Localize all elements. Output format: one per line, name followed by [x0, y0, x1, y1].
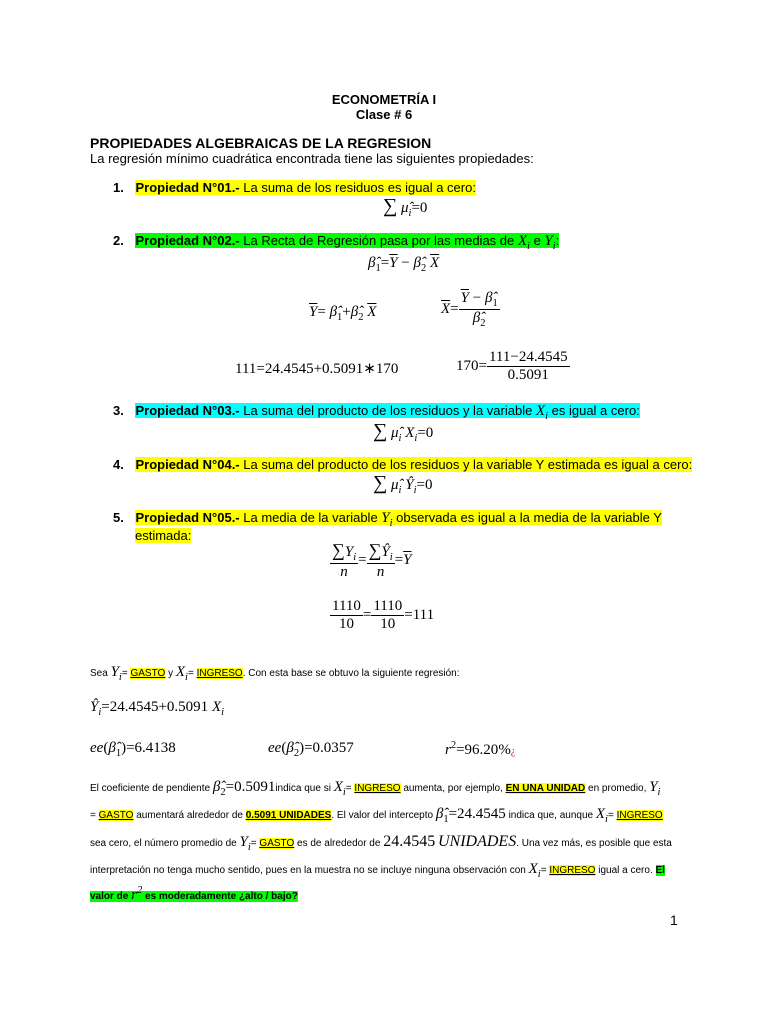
property-1: 1. Propiedad N°01.- La suma de los residuos es igual a cero:	[113, 180, 476, 195]
interpretation-line-5: valor de $r^2$ es moderadamente ¿alto / bajo?	[90, 885, 298, 903]
section-intro: La regresión mínimo cuadrática encontrada tiene las siguientes propiedades:	[90, 151, 534, 166]
property-2: 2. Propiedad N°02.- La Recta de Regresión pasa por las medias de $X_i$ e $Y_i$:	[113, 233, 560, 252]
equation-sum-residuals-yhat: ∑ $\mû_i$ $Ŷ_i=0$	[373, 472, 433, 496]
interpretation-line-4: interpretación no tenga mucho sentido, pues en la muestra no se incluye ninguna observación con $X_i=$ INGRESO igual a cero. El	[90, 861, 665, 880]
equation-ybar: $\overline{Y}=$ $\betâ_1+\betâ_2$ $\overline{X}$	[309, 304, 377, 323]
r-squared: $r^2=96.20\%¿$	[445, 740, 516, 758]
equation-sum-residuals: ∑ $\mû_i=0$	[383, 195, 428, 219]
regression-model: $Ŷ_i=24.4545+0.5091$ $X_i$	[90, 699, 225, 718]
interpretation-line-1: El coeficiente de pendiente $\betâ_2=0.5091indica$ que si $X_i=$ INGRESO aumenta, por ejemplo, EN UNA UNIDAD en promedio, $Y_i$	[90, 779, 661, 798]
document-title: ECONOMETRÍA I	[331, 92, 437, 107]
interpretation-line-2: = GASTO aumentará alrededor de 0.5091 UNIDADES. El valor del intercepto $\betâ_1=24.4545$ indica que, aunque $X_i=$ INGRESO	[90, 806, 663, 825]
equation-beta1: $\betâ_1=\overline{Y}$ − $\betâ_2$ $\overline{X}$	[368, 255, 440, 274]
standard-error-beta1: $ee(\betâ_1)=6.4138$	[90, 740, 176, 759]
page-number: 1	[670, 912, 678, 928]
equation-xbar: $\overline{X}=$ $\frac{\overline{Y} - \betâ_1}{\betâ_2}$	[441, 290, 498, 329]
standard-error-beta2: $ee(\betâ_2)=0.0357$	[268, 740, 354, 759]
equation-means: $\frac{\sum Y_i}{n}$ = $\frac{\sum Ŷ_i}{n}$ $=\overline{Y}$	[332, 540, 412, 580]
regression-intro: Sea $Y_i=$ GASTO y $X_i=$ INGRESO. Con esta base se obtuvo la siguiente regresión:	[90, 664, 460, 683]
section-heading: PROPIEDADES ALGEBRAICAS DE LA REGRESION	[90, 135, 432, 151]
interpretation-line-3: sea cero, el número promedio de $Y_i=$ GASTO es de alrededor de 24.4545 UNIDADES. Una vez más, es posible que esta	[90, 833, 672, 853]
property-5: 5. Propiedad N°05.- La media de la variable $Y_i$ observada es igual a la media de la variable Y	[113, 510, 662, 529]
class-number: Clase # 6	[355, 107, 413, 122]
property-5-line2: estimada:	[135, 528, 192, 543]
numeric-means: $\frac{1110}{10}$ = $\frac{1110}{10}$ =111	[332, 598, 435, 632]
numeric-check-b: 170= $\frac{111-24.4545}{0.5091}$	[456, 349, 568, 383]
equation-sum-residuals-x: ∑ $\mû_i$ $X_i=0$	[373, 420, 434, 444]
property-3: 3. Propiedad N°03.- La suma del producto de los residuos y la variable $X_i$ es igual a cero:	[113, 403, 640, 422]
numeric-check-a: 111=24.4545+0.5091∗170	[235, 361, 399, 377]
property-4: 4. Propiedad N°04.- La suma del producto de los residuos y la variable Y estimada es igual a cero:	[113, 457, 693, 472]
